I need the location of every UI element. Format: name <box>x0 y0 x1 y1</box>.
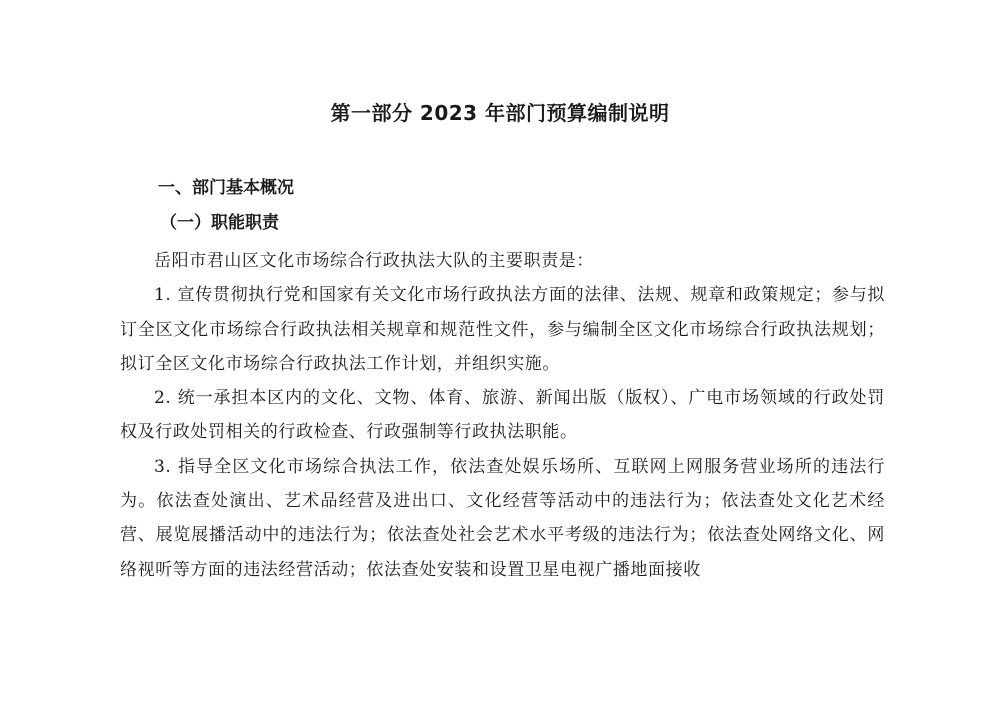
subsection-heading: （一）职能职责 <box>160 213 279 233</box>
document-title: 第一部分 2023 年部门预算编制说明 <box>330 101 670 125</box>
paragraph-duty-3: 3. 指导全区文化市场综合执法工作，依法查处娱乐场所、互联网上网服务营业场所的违法行为。依法查处演出、艺术品经营及进出口、文化经营等活动中的违法行为；依法查处文化艺术经营、展览展播活动中的违法行为；依法查处社会艺术水平考级的违法行为；依法查处网络文化、网络视听等方面的违法经营活动；依法查处安装和设置卫星电视广播地面接收 <box>120 456 885 580</box>
paragraph-duty-2: 2. 统一承担本区内的文化、文物、体育、旅游、新闻出版（版权）、广电市场领域的行政处罚权及行政处罚相关的行政检查、行政强制等行政执法职能。 <box>120 388 885 443</box>
paragraph-intro: 岳阳市君山区文化市场综合行政执法大队的主要职责是： <box>154 251 594 271</box>
paragraph-duty-1: 1. 宣传贯彻执行党和国家有关文化市场行政执法方面的法律、法规、规章和政策规定；参与拟订全区文化市场综合行政执法相关规章和规范性文件，参与编制全区文化市场综合行政执法规划；拟订全区文化市场综合行政执法工作计划，并组织实施。 <box>120 285 885 374</box>
section-heading: 一、部门基本概况 <box>158 178 294 198</box>
body-text <box>120 244 885 587</box>
